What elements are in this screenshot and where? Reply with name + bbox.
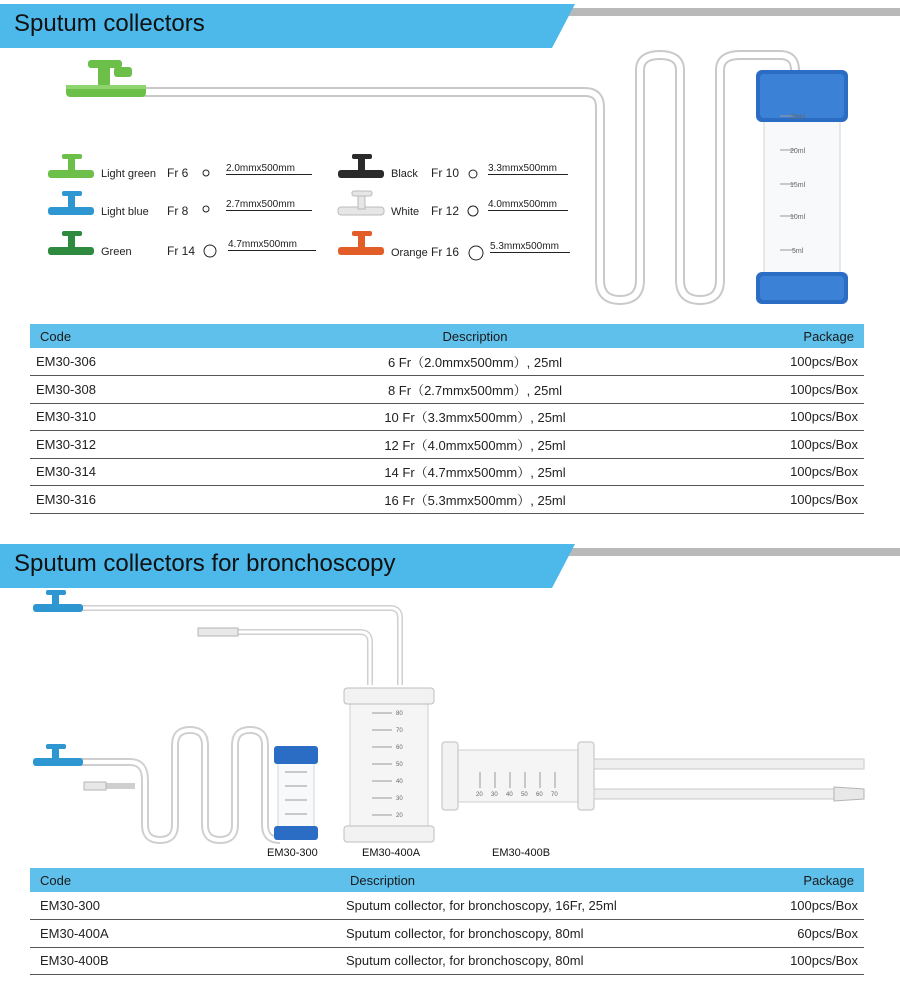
cell-package: 100pcs/Box	[700, 431, 864, 459]
canister	[756, 70, 848, 304]
canister-small	[274, 746, 318, 840]
section2-title: Sputum collectors for bronchoscopy	[14, 550, 396, 577]
cell-package: 100pcs/Box	[720, 947, 864, 975]
variant-fr-2: Fr 14	[167, 244, 196, 258]
variant-color-2: Green	[101, 246, 132, 258]
table-row	[30, 947, 864, 975]
variant-color-1: Light blue	[101, 206, 149, 218]
cell-package: 100pcs/Box	[700, 376, 864, 404]
product-label-400a: EM30-400A	[362, 847, 421, 859]
variant-fr-3: Fr 10	[431, 166, 460, 180]
section2-illustration	[0, 590, 900, 860]
cell-code: EM30-314	[30, 458, 250, 486]
header-package: Package	[720, 868, 864, 892]
scale-label-4: 5ml	[792, 248, 804, 255]
product-label-300: EM30-300	[267, 847, 318, 859]
variant-dim-1: 2.7mmx500mm	[226, 199, 312, 211]
scale-b-6: 70	[551, 792, 558, 798]
variant-dim-0: 2.0mmx500mm	[226, 163, 312, 175]
scale-label-2: 15ml	[790, 182, 806, 189]
header-description: Description	[250, 324, 700, 348]
scale-a-0: 80	[396, 711, 403, 717]
table-row	[30, 920, 864, 948]
scale-b-5: 60	[536, 792, 543, 798]
green-connector-icon	[66, 60, 146, 97]
cell-package: 100pcs/Box	[700, 403, 864, 431]
suction-tip-small-icon	[84, 782, 106, 790]
section1-title: Sputum collectors	[14, 10, 205, 37]
cell-description: 14 Fr（4.7mmx500mm）, 25ml	[250, 458, 700, 486]
cell-description: Sputum collector, for bronchoscopy, 80ml	[340, 947, 720, 975]
cell-package: 100pcs/Box	[700, 458, 864, 486]
variant-fr-0: Fr 6	[167, 166, 189, 180]
header-code: Code	[30, 324, 250, 348]
table-header-row	[30, 868, 864, 892]
header-package: Package	[700, 324, 864, 348]
variant-dim-4: 4.0mmx500mm	[488, 199, 568, 211]
scale-b-2: 30	[491, 792, 498, 798]
light-blue-connector-icon	[48, 191, 94, 215]
cell-description: Sputum collector, for bronchoscopy, 16Fr, 25ml	[340, 892, 720, 920]
table-header-row	[30, 324, 864, 348]
cell-package: 100pcs/Box	[700, 348, 864, 376]
scale-a-6: 20	[396, 813, 403, 819]
table-row	[30, 348, 864, 376]
table-row	[30, 892, 864, 920]
cell-description: 8 Fr（2.7mmx500mm）, 25ml	[250, 376, 700, 404]
scale-b-3: 40	[506, 792, 513, 798]
variant-color-5: Orange	[391, 247, 428, 259]
section1-table	[30, 324, 864, 514]
scale-label-0: 25ml	[790, 114, 806, 121]
variant-color-4: White	[391, 206, 420, 218]
section1-banner	[0, 4, 900, 48]
cell-code: EM30-306	[30, 348, 250, 376]
scale-a-3: 50	[396, 762, 403, 768]
table-row	[30, 376, 864, 404]
variant-fr-5: Fr 16	[431, 245, 460, 259]
cell-package: 100pcs/Box	[720, 892, 864, 920]
variant-dim-3: 3.3mmx500mm	[488, 163, 568, 175]
scale-a-4: 40	[396, 779, 403, 785]
table-row	[30, 403, 864, 431]
scale-a-5: 30	[396, 796, 403, 802]
scale-label-3: 10ml	[790, 214, 806, 221]
variant-color-0: Light green	[101, 168, 157, 180]
variant-dim-5: 5.3mmx500mm	[490, 241, 570, 253]
scale-label-1: 20ml	[790, 148, 806, 155]
cell-package: 60pcs/Box	[720, 920, 864, 948]
light-green-connector-icon	[48, 154, 94, 178]
variant-fr-4: Fr 12	[431, 204, 460, 218]
cell-code: EM30-316	[30, 486, 250, 514]
cell-code: EM30-400A	[30, 920, 340, 948]
scale-a-1: 70	[396, 728, 403, 734]
cell-code: EM30-310	[30, 403, 250, 431]
cell-package: 100pcs/Box	[700, 486, 864, 514]
scale-a-2: 60	[396, 745, 403, 751]
cell-code: EM30-400B	[30, 947, 340, 975]
green-connector-icon	[48, 231, 94, 255]
blue-connector-icon	[33, 590, 83, 612]
variant-fr-1: Fr 8	[167, 204, 189, 218]
cell-description: 10 Fr（3.3mmx500mm）, 25ml	[250, 403, 700, 431]
cell-description: 16 Fr（5.3mmx500mm）, 25ml	[250, 486, 700, 514]
variant-dim-2: 4.7mmx500mm	[228, 239, 316, 251]
header-code: Code	[30, 868, 340, 892]
blue-connector-small-icon	[33, 744, 83, 766]
header-description: Description	[340, 868, 720, 892]
variant-color-3: Black	[391, 168, 418, 180]
section2-banner	[0, 544, 900, 588]
cell-description: 12 Fr（4.0mmx500mm）, 25ml	[250, 431, 700, 459]
product-label-400b: EM30-400B	[492, 847, 551, 859]
suction-tip-icon	[198, 628, 238, 636]
cell-description: 6 Fr（2.0mmx500mm）, 25ml	[250, 348, 700, 376]
cell-code: EM30-308	[30, 376, 250, 404]
canister-400a	[344, 688, 434, 842]
canister-400b	[442, 742, 864, 810]
scale-b-1: 20	[476, 792, 483, 798]
cell-description: Sputum collector, for bronchoscopy, 80ml	[340, 920, 720, 948]
cell-code: EM30-300	[30, 892, 340, 920]
table-row	[30, 458, 864, 486]
table-row	[30, 431, 864, 459]
dim-markers	[200, 165, 500, 265]
cell-code: EM30-312	[30, 431, 250, 459]
scale-b-4: 50	[521, 792, 528, 798]
table-row	[30, 486, 864, 514]
section2-table	[30, 868, 864, 975]
